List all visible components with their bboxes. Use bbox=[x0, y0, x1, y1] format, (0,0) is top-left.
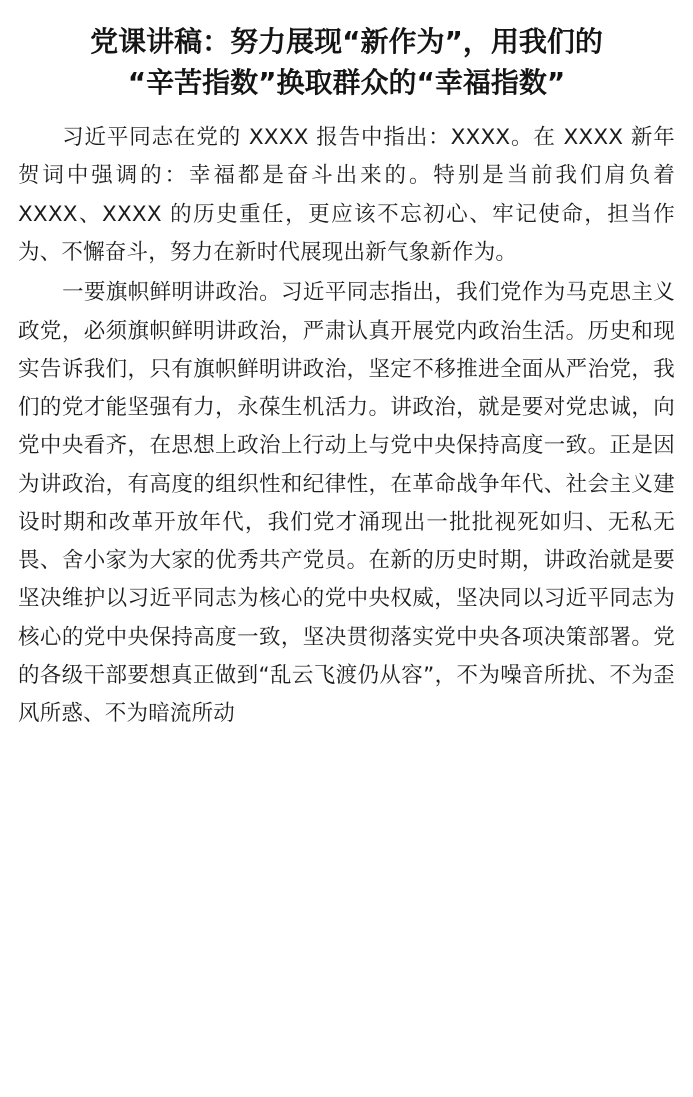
document-body bbox=[18, 119, 675, 733]
paragraph: 习近平同志在党的 XXXX 报告中指出：XXXX。在 XXXX 新年贺词中强调的：幸福都是奋斗出来的。特别是当前我们肩负着 XXXX、XXXX 的历史重任，更应该不忘初心、牢记使命，担当作为、不懈奋斗，努力在新时代展现出新气象新作为。 bbox=[18, 125, 675, 265]
page-title-line-2: “辛苦指数”换取群众的“幸福指数” bbox=[127, 65, 566, 99]
page-title bbox=[22, 22, 671, 103]
page-title-line-1: 党课讲稿：努力展现“新作为”，用我们的 bbox=[90, 25, 603, 58]
paragraph: 一要旗帜鲜明讲政治。习近平同志指出，我们党作为马克思主义政党，必须旗帜鲜明讲政治，严肃认真开展党内政治生活。历史和现实告诉我们，只有旗帜鲜明讲政治，坚定不移推进全面从严治党，我们的党才能坚强有力，永葆生机活力。讲政治，就是要对党忠诚，向党中央看齐，在思想上政治上行动上与党中央保持高度一致。正是因为讲政治，有高度的组织性和纪律性，在革命战争年代、社会主义建设时期和改革开放年代，我们党才涌现出一批批视死如归、无私无畏、舍小家为大家的优秀共产党员。在新的历史时期，讲政治就是要坚决维护以习近平同志为核心的党中央权威，坚决同以习近平同志为核心的党中央保持高度一致，坚决贯彻落实党中央各项决策部署。党的各级干部要想真正做到“乱云飞渡仍从容”，不为噪音所扰、不为歪风所惑、不为暗流所动 bbox=[18, 280, 675, 727]
